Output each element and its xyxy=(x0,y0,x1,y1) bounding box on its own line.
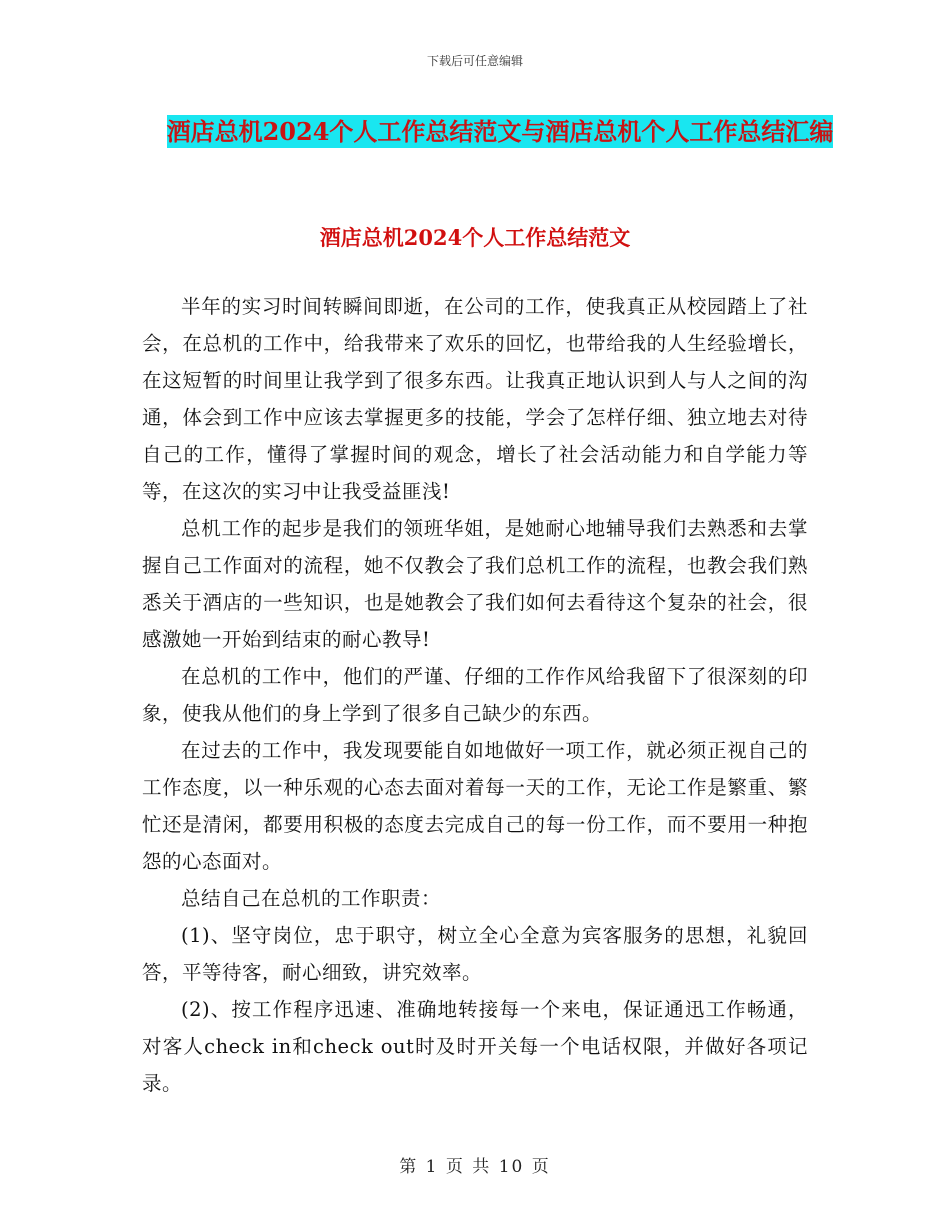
page-indicator: 第 1 页 共 10 页 xyxy=(399,1157,551,1177)
document-body xyxy=(142,288,808,1102)
header-note: 下载后可任意编辑 xyxy=(426,54,523,68)
document-title xyxy=(140,110,860,154)
paragraph: 在总机的工作中，他们的严谨、仔细的工作作风给我留下了很深刻的印象，使我从他们的身上学到了很多自己缺少的东西。 xyxy=(142,665,808,725)
paragraph: 半年的实习时间转瞬间即逝，在公司的工作，使我真正从校园踏上了社会，在总机的工作中，给我带来了欢乐的回忆，也带给我的人生经验增长，在这短暂的时间里让我学到了很多东西。让我真正地认识到人与人之间的沟通，体会到工作中应该去掌握更多的技能，学会了怎样仔细、独立地去对待自己的工作，懂得了掌握时间的观念，增长了社会活动能力和自学能力等等，在这次的实习中让我受益匪浅! xyxy=(142,295,808,503)
section-title: 酒店总机2024个人工作总结范文 xyxy=(319,225,631,250)
paragraph: 在过去的工作中，我发现要能自如地做好一项工作，就必须正视自己的工作态度，以一种乐观的心态去面对着每一天的工作，无论工作是繁重、繁忙还是清闲，都要用积极的态度去完成自己的每一份工作，而不要用一种抱怨的心态面对。 xyxy=(142,739,808,873)
document-title-text: 酒店总机2024个人工作总结范文与酒店总机个人工作总结汇编 xyxy=(166,117,834,146)
paragraph: 总结自己在总机的工作职责： xyxy=(181,887,442,910)
paragraph: (2)、按工作程序迅速、准确地转接每一个来电，保证通迅工作畅通，对客人check in和check out时及时开关每一个电话权限，并做好各项记录。 xyxy=(142,998,808,1095)
paragraph: (1)、坚守岗位，忠于职守，树立全心全意为宾客服务的思想，礼貌回答，平等待客，耐心细致，讲究效率。 xyxy=(142,924,808,984)
paragraph: 总机工作的起步是我们的领班华姐，是她耐心地辅导我们去熟悉和去掌握自己工作面对的流程，她不仅教会了我们总机工作的流程，也教会我们熟悉关于酒店的一些知识，也是她教会了我们如何去看待这个复杂的社会，很感激她一开始到结束的耐心教导! xyxy=(142,517,808,651)
